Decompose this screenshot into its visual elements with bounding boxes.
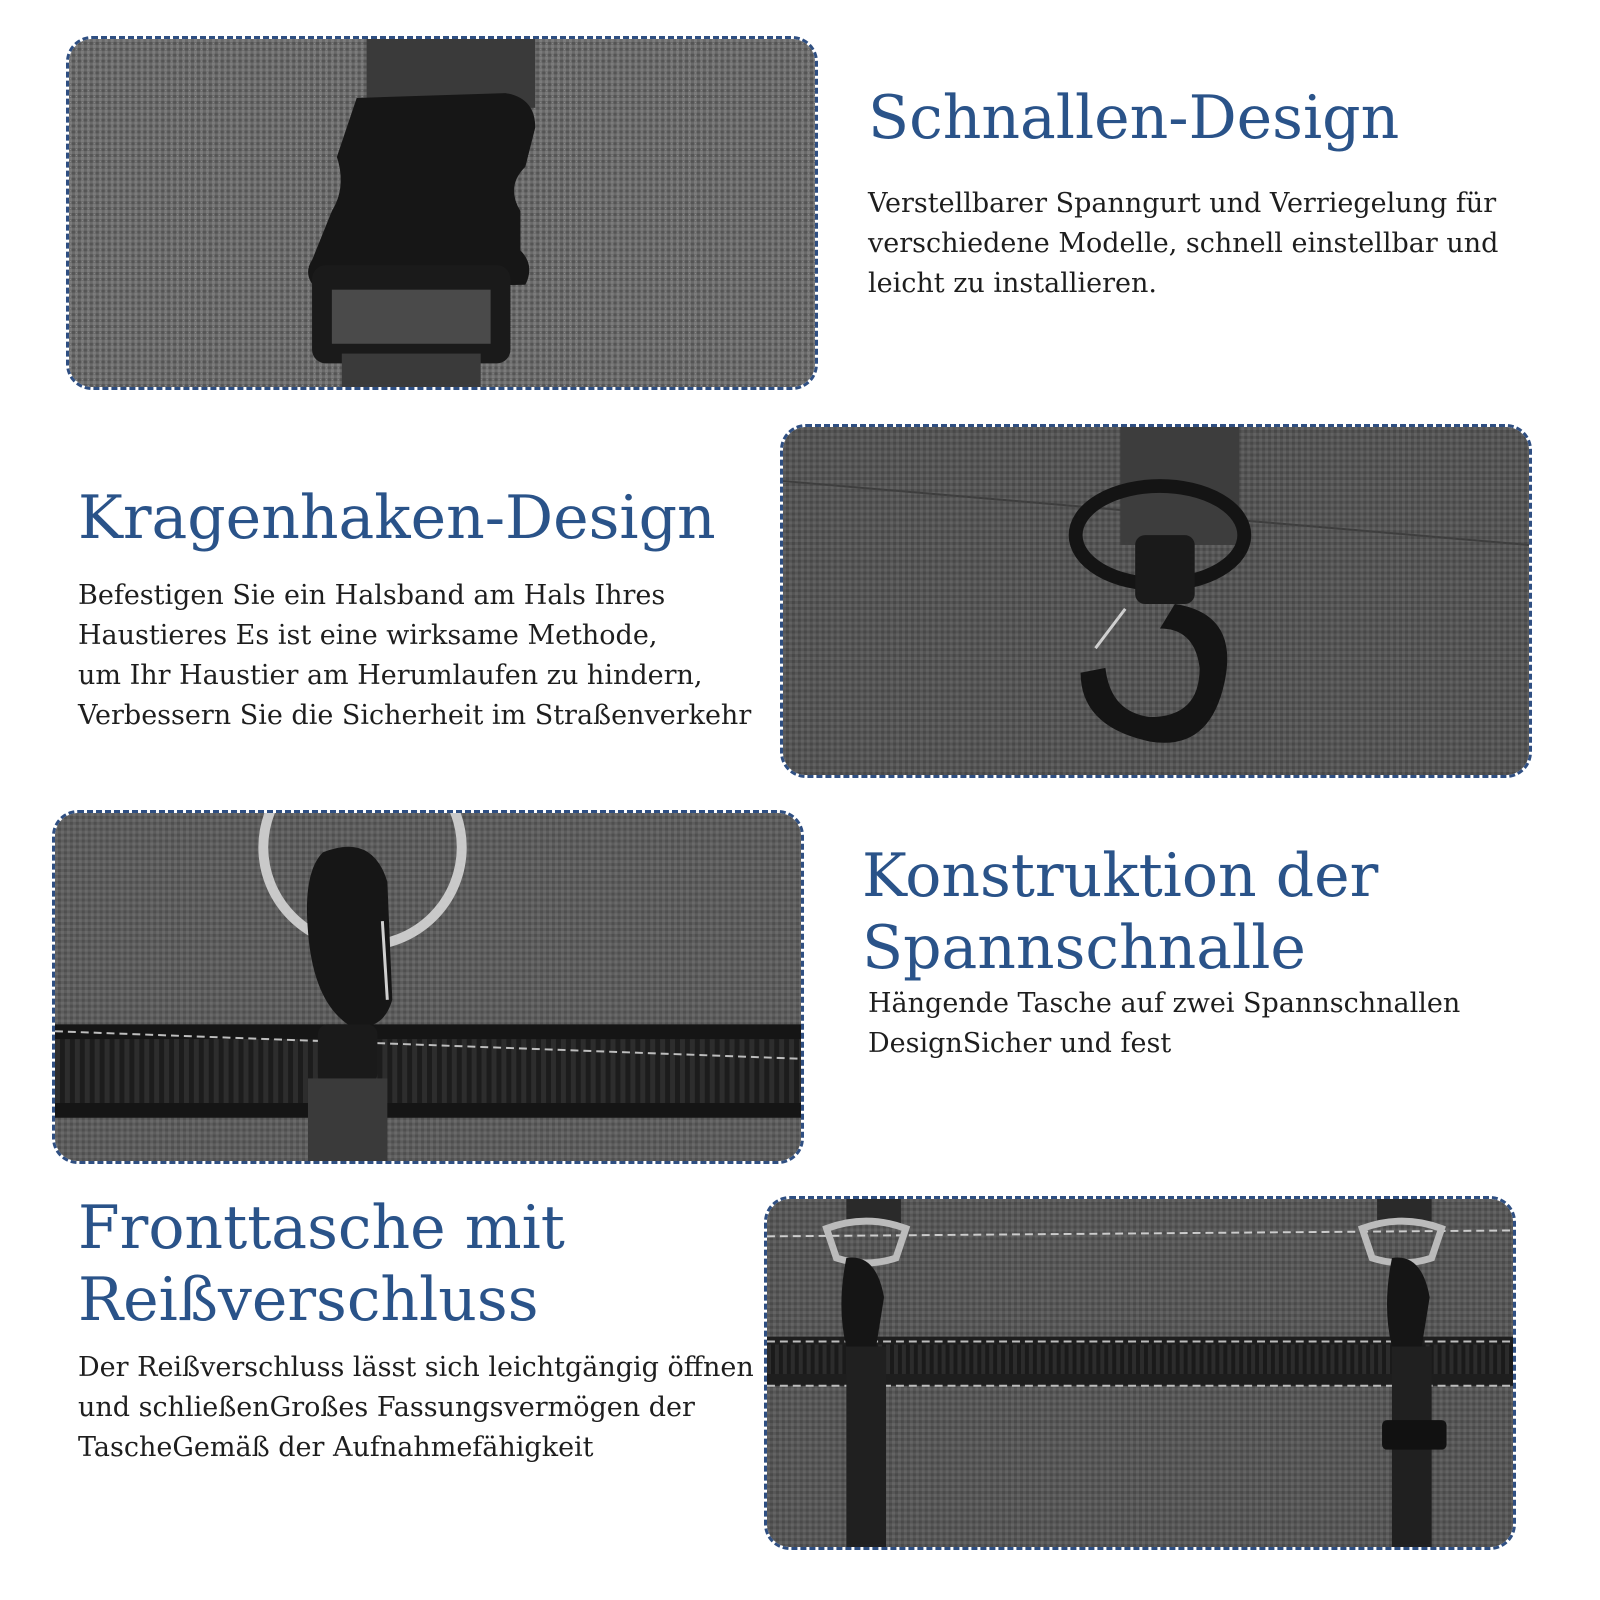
section-4-text-line: Der Reißverschluss lässt sich leichtgängig öffnen (78, 1352, 754, 1383)
zipper-pocket-image-panel (764, 1196, 1516, 1550)
zipper-pocket-icon (767, 1199, 1513, 1547)
section-4-title-line: Reißverschluss (78, 1265, 539, 1335)
section-2-title-line: Kragenhaken-Design (78, 483, 716, 553)
section-3-title-line: Spannschnalle (862, 913, 1306, 983)
section-2-text-line: um Ihr Haustier am Herumlaufen zu hindern, (78, 660, 703, 691)
section-1-title-line: Schnallen-Design (868, 83, 1400, 153)
section-4-text-line: TascheGemäß der Aufnahmefähigkeit (78, 1432, 594, 1463)
section-2-title (78, 482, 716, 554)
swivel-hook-icon (783, 427, 1529, 775)
buckle-icon (69, 39, 815, 387)
section-4-text-line: und schließenGroßes Fassungsvermögen der (78, 1392, 695, 1423)
section-1-text-line: verschiedene Modelle, schnell einstellbar und (868, 228, 1499, 259)
swivel-hook-image-panel (780, 424, 1532, 778)
snap-hook-image-panel (52, 810, 804, 1164)
section-2-text-line: Haustieres Es ist eine wirksame Methode, (78, 620, 658, 651)
buckle-image-panel (66, 36, 818, 390)
section-4-description (78, 1348, 754, 1468)
section-1-title (868, 82, 1399, 154)
section-1-text-line: Verstellbarer Spanngurt und Verriegelung für (868, 188, 1497, 219)
section-3-title-line: Konstruktion der (862, 841, 1379, 911)
section-1-text-line: leicht zu installieren. (868, 268, 1157, 299)
section-2-text-line: Verbessern Sie die Sicherheit im Straßenverkehr (78, 700, 752, 731)
section-4-title-line: Fronttasche mit (78, 1193, 565, 1263)
snap-hook-ring-icon (55, 813, 801, 1161)
section-3-text-line: DesignSicher und fest (868, 1028, 1172, 1059)
section-2-text-line: Befestigen Sie ein Halsband am Hals Ihres (78, 580, 666, 611)
section-3-title (862, 840, 1378, 984)
section-1-description (868, 184, 1498, 304)
section-3-text-line: Hängende Tasche auf zwei Spannschnallen (868, 988, 1461, 1019)
section-4-title (78, 1192, 565, 1336)
section-3-description (868, 984, 1460, 1064)
section-2-description (78, 576, 751, 736)
